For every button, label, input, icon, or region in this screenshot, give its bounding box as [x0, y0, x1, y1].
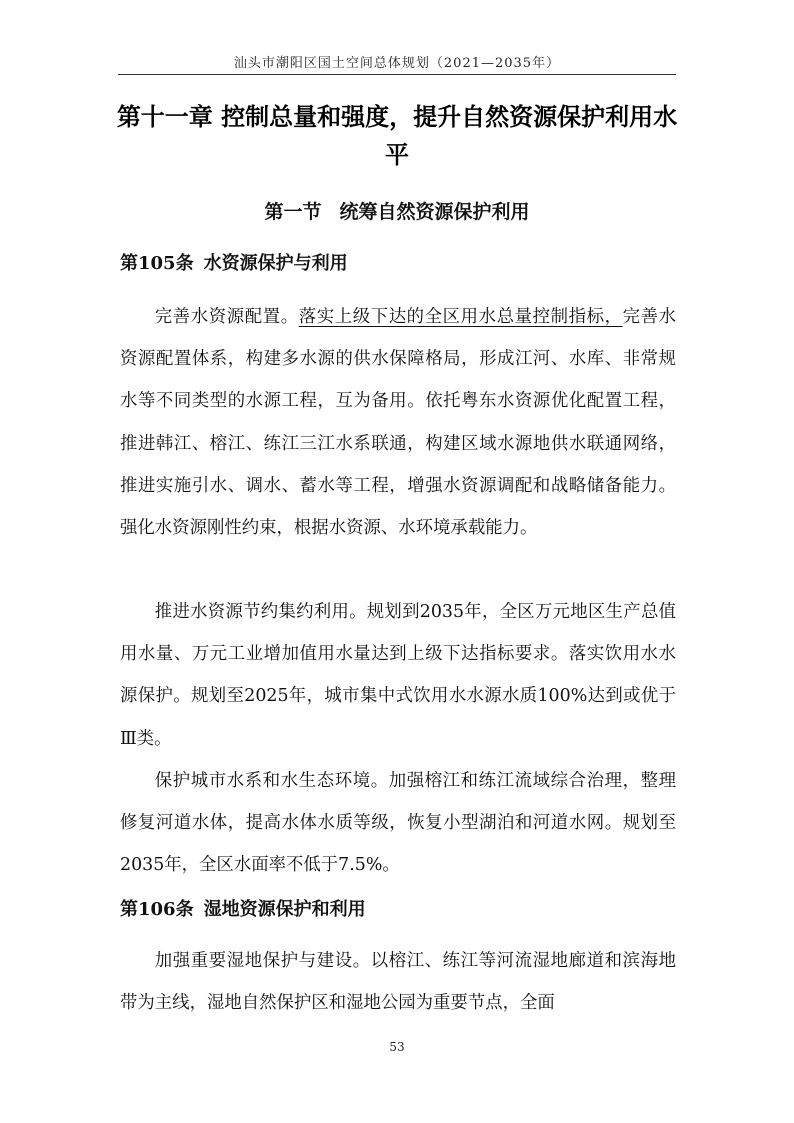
section-name: 统筹自然资源保护利用 [339, 201, 530, 223]
paragraph-lead: 完善水资源配置。 [154, 307, 299, 327]
running-header: 汕头市潮阳区国土空间总体规划（2021—2035年） [233, 56, 561, 71]
section-title [118, 196, 676, 228]
underlined-text: 落实上级下达的全区用水总量控制指标， [298, 307, 623, 327]
chapter-title: 第十一章 控制总量和强度，提升自然资源保护利用水平 [116, 103, 678, 169]
paragraph: 推进水资源节约集约利用。规划到2035年，全区万元地区生产总值用水量、万元工业增加值用水量达到上级下达指标要求。落实饮用水水源保护。规划至2025年，城市集中式饮用水水源水质100%达到或优于Ⅲ类。 [120, 602, 676, 749]
paragraph [120, 296, 676, 549]
paragraph: 加强重要湿地保护与建设。以榕江、练江等河流湿地廊道和滨海地带为主线，湿地自然保护区和湿地公园为重要节点，全面 [120, 951, 676, 1014]
paragraph: 保护城市水系和水生态环境。加强榕江和练江流域综合治理，整理修复河道水体，提高水体水质等级，恢复小型湖泊和河道水网。规划至2035年，全区水面率不低于7.5%。 [120, 771, 676, 876]
article-heading-106 [120, 895, 366, 925]
article-number: 第106条 [120, 899, 194, 920]
header-rule [118, 74, 676, 75]
page-number: 53 [389, 1040, 405, 1054]
article-title: 湿地资源保护和利用 [203, 899, 366, 920]
article-title: 水资源保护与利用 [203, 253, 348, 274]
section-number: 第一节 [264, 201, 322, 223]
article-heading-105 [120, 249, 348, 279]
paragraph-text: 完善水资源配置体系，构建多水源的供水保障格局，形成江河、水库、非常规水等不同类型的水源工程，互为备用。依托粤东水资源优化配置工程，推进韩江、榕江、练江三江水系联通，构建区域水源地供水联通网络，推进实施引水、调水、蓄水等工程，增强水资源调配和战略储备能力。强化水资源刚性约束，根据水资源、水环境承载能力。 [120, 307, 676, 539]
article-number: 第105条 [120, 253, 194, 274]
